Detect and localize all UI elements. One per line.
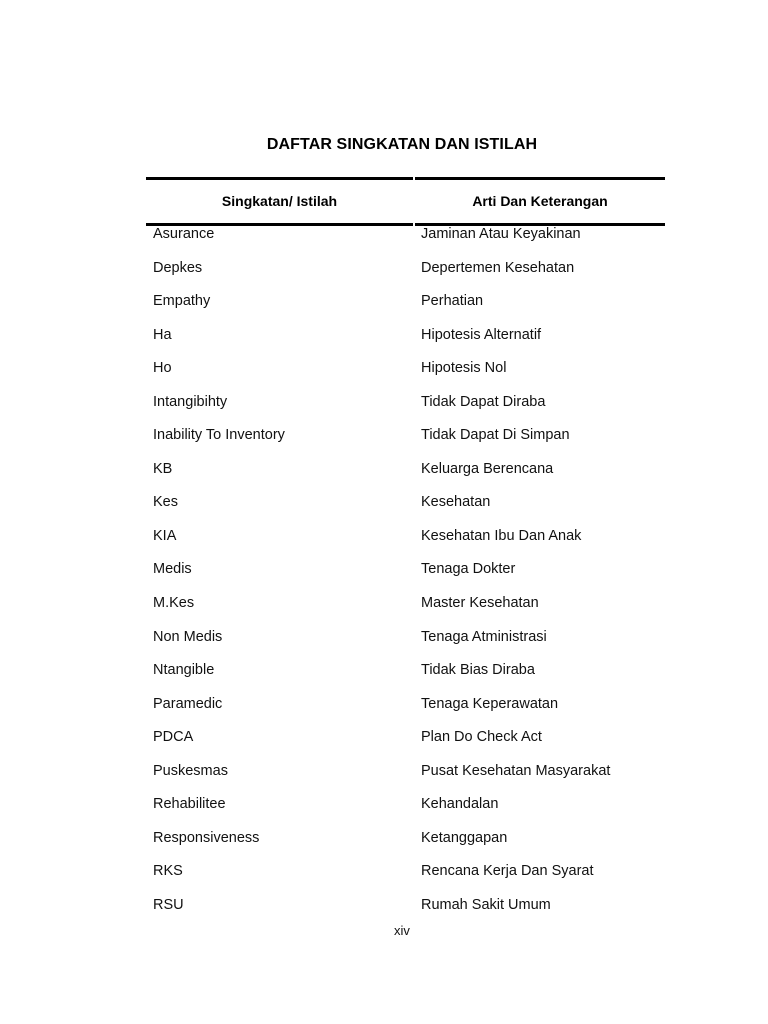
term-cell: Responsiveness [153,829,260,846]
table-row [153,526,673,560]
table-top-rule-right [415,177,665,180]
table-row [153,727,673,761]
table-row [153,291,673,325]
meaning-cell: Keluarga Berencana [421,460,554,477]
meaning-cell: Tidak Dapat Di Simpan [421,427,570,444]
meaning-cell: Pusat Kesehatan Masyarakat [421,762,611,779]
meaning-cell: Tenaga Keperawatan [421,695,559,712]
page-title: DAFTAR SINGKATAN DAN ISTILAH [266,136,538,153]
meaning-cell: Depertemen Kesehatan [421,259,575,276]
meaning-cell: Tenaga Atministrasi [421,628,547,645]
term-cell: Asurance [153,226,215,242]
term-cell: Ntangible [153,662,215,679]
table-row [153,358,673,392]
term-cell: Rehabilitee [153,796,226,813]
table-row [153,492,673,526]
meaning-cell: Perhatian [421,293,484,310]
meaning-cell: Tidak Bias Diraba [421,662,535,679]
term-cell: Ho [153,360,172,377]
table-row [153,627,673,661]
term-cell: KIA [153,527,177,544]
table-row [153,660,673,694]
table-row [153,694,673,728]
term-cell: Puskesmas [153,762,228,779]
table-row [153,392,673,426]
meaning-cell: Hipotesis Nol [421,360,507,377]
term-cell: KB [153,460,173,477]
meaning-cell: Rumah Sakit Umum [421,896,551,913]
column-header-meaning: Arti Dan Keterangan [472,193,608,209]
table-row [153,325,673,359]
table-row [153,761,673,795]
term-cell: Non Medis [153,628,223,645]
term-cell: PDCA [153,729,194,746]
table-row [153,593,673,627]
term-cell: Paramedic [153,695,223,712]
page-number: xiv [394,923,410,938]
term-cell: Inability To Inventory [153,427,285,444]
meaning-cell: Rencana Kerja Dan Syarat [421,863,594,880]
table-row [153,794,673,828]
meaning-cell: Jaminan Atau Keyakinan [421,226,581,242]
term-cell: Intangibihty [153,393,228,410]
meaning-cell: Kesehatan Ibu Dan Anak [421,527,582,544]
meaning-cell: Master Kesehatan [421,595,539,612]
meaning-cell: Ketanggapan [421,829,508,846]
meaning-cell: Tidak Dapat Diraba [421,393,546,410]
abbreviation-list [153,224,673,928]
term-cell: RSU [153,896,184,913]
meaning-cell: Tenaga Dokter [421,561,516,578]
meaning-cell: Hipotesis Alternatif [421,326,542,343]
term-cell: Medis [153,561,192,578]
table-row [153,224,673,258]
term-cell: Ha [153,326,172,343]
term-cell: Empathy [153,293,211,310]
term-cell: Depkes [153,259,203,276]
meaning-cell: Plan Do Check Act [421,729,542,746]
table-row [153,828,673,862]
column-header-term: Singkatan/ Istilah [221,193,338,209]
table-top-rule-left [146,177,413,180]
table-row [153,861,673,895]
table-row [153,425,673,459]
meaning-cell: Kehandalan [421,796,499,813]
table-row [153,559,673,593]
term-cell: Kes [153,494,178,511]
table-row [153,258,673,292]
term-cell: M.Kes [153,595,195,612]
term-cell: RKS [153,863,183,880]
meaning-cell: Kesehatan [421,494,491,511]
table-row [153,459,673,493]
